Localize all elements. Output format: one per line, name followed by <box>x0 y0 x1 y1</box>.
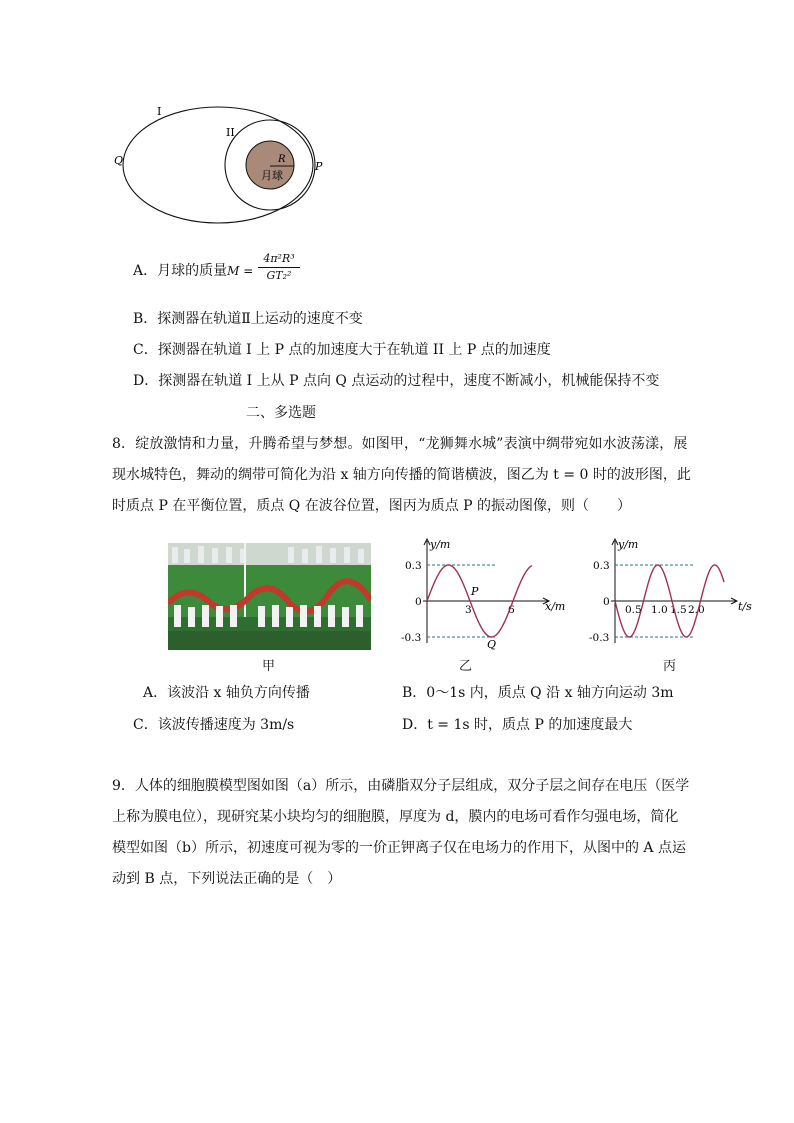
y-tick-label: 0.3 <box>593 560 610 572</box>
q7-formula-lhs: M = <box>227 264 254 278</box>
point-label-P: P <box>315 160 323 173</box>
point-Q-label: Q <box>487 638 497 650</box>
y-tick-label: -0.3 <box>589 632 610 644</box>
caption-bing: 丙 <box>663 659 677 674</box>
x-tick-label: 1.0 <box>651 604 668 616</box>
caption-yi: 乙 <box>459 659 473 674</box>
x-tick-label: 3 <box>465 604 472 616</box>
q7-option-C: C．探测器在轨道 I 上 P 点的加速度大于在轨道 II 上 P 点的加速度 <box>133 342 551 358</box>
q9-stem-line1: 9．人体的细胞膜模型图如图（a）所示，由磷脂双分子层组成，双分子层之间存在电压（医学 <box>112 778 690 794</box>
graph-waveform <box>400 535 575 650</box>
y-axis-label: y/m <box>430 538 451 551</box>
q8-option-B: B．0～1s 内，质点 Q 沿 x 轴方向运动 3m <box>402 685 674 701</box>
moon-label: 月球 <box>261 169 283 182</box>
q8-option-A: A．该波沿 x 轴负方向传播 <box>143 685 310 701</box>
q7-option-D: D．探测器在轨道 I 上从 P 点向 Q 点运动的过程中，速度不断减小，机械能保持不变 <box>133 373 660 389</box>
q9-stem-line3: 模型如图（b）所示，初速度可视为零的一价正钾离子仅在电场力的作用下，从图中的 A 点运 <box>112 840 686 856</box>
radius-label-R: R <box>278 154 286 165</box>
graph-vibration <box>588 535 763 650</box>
q8-option-D: D．t = 1s 时，质点 P 的加速度最大 <box>402 717 633 733</box>
q7-option-A-prefix: A．月球的质量 <box>133 263 228 279</box>
x-tick-label: 2.0 <box>688 604 705 616</box>
orbit-label-II: II <box>226 126 235 139</box>
section-title: 二、多选题 <box>246 405 316 421</box>
q8-stem-line2: 现水城特色，舞动的绸带可简化为沿 x 轴方向传播的简谐横波，图乙为 t = 0 时的波形图，此 <box>112 467 691 483</box>
y-tick-label: -0.3 <box>401 632 422 644</box>
q9-stem-line4: 动到 B 点，下列说法正确的是（ ） <box>112 871 342 887</box>
q7-option-B: B．探测器在轨道Ⅱ上运动的速度不变 <box>133 311 363 327</box>
orbit-figure <box>110 100 340 230</box>
x-axis-label: t/s <box>738 600 752 613</box>
y-tick-label: 0 <box>415 596 422 608</box>
q7-formula-fraction <box>258 252 300 283</box>
x-axis-label: x/m <box>545 600 566 613</box>
q8-option-C: C．该波传播速度为 3m/s <box>133 717 295 733</box>
point-P-label: P <box>471 585 479 598</box>
y-tick-label: 0.3 <box>405 560 422 572</box>
q8-stem-line1: 8．绽放激情和力量，升腾希望与梦想。如图甲，“龙狮舞水城”表演中绸带宛如水波荡漾，展 <box>112 436 688 452</box>
y-tick-label: 0 <box>603 596 610 608</box>
q7-option-A <box>133 262 253 280</box>
orbit-label-I: I <box>157 105 162 118</box>
point-label-Q: Q <box>114 154 124 167</box>
q7-formula-numerator: 4π²R³ <box>258 252 300 268</box>
x-tick-label: 0.5 <box>625 604 642 616</box>
q8-stem-line3: 时质点 P 在平衡位置，质点 Q 在波谷位置，图丙为质点 P 的振动图像，则（ ） <box>112 498 632 514</box>
photo-dragon-lion-dance <box>168 543 371 650</box>
caption-jia: 甲 <box>262 659 276 674</box>
y-axis-label: y/m <box>618 538 639 551</box>
q7-formula-denominator: GT₂² <box>266 269 292 282</box>
q9-stem-line2: 上称为膜电位），现研究某小块均匀的细胞膜，厚度为 d，膜内的电场可看作匀强电场，简化 <box>112 809 679 825</box>
x-tick-label: 1.5 <box>670 604 687 616</box>
x-tick-label: 6 <box>508 604 515 616</box>
